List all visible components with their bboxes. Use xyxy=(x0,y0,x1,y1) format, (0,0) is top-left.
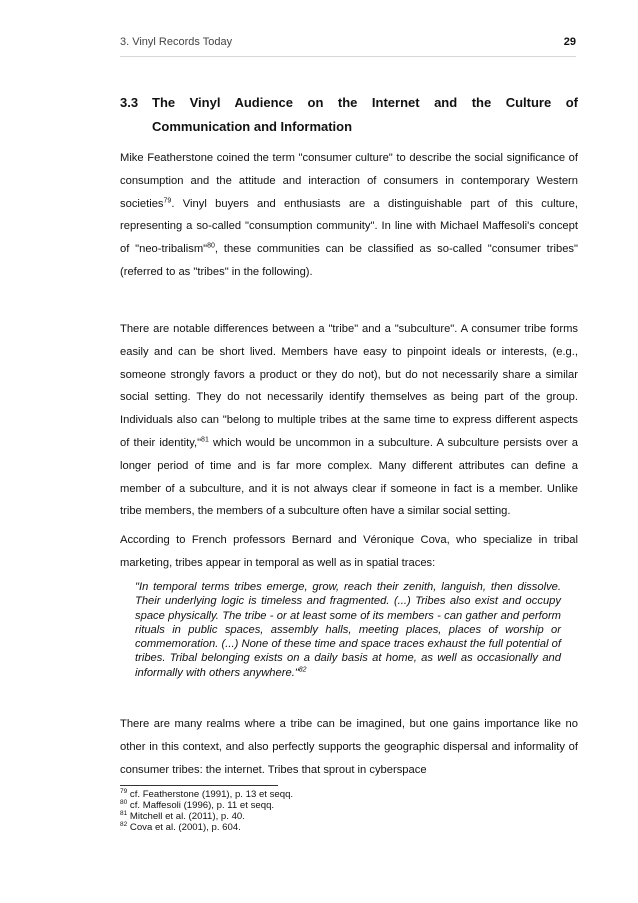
block-quote xyxy=(135,580,561,680)
footnote-text: cf. Maffesoli (1996), p. 11 et seqq. xyxy=(129,800,275,811)
section-heading xyxy=(120,91,578,139)
footnote-number: 79 xyxy=(120,787,128,795)
footnote-79 xyxy=(120,789,578,800)
footnote-number: 82 xyxy=(120,820,128,828)
footnotes xyxy=(120,789,578,833)
footnote-number: 81 xyxy=(120,809,128,817)
footnote-81 xyxy=(120,811,578,822)
footnote-ref-80[interactable]: 80 xyxy=(207,242,215,250)
paragraph-1-text-b: . Vinyl buyers and enthusiasts are a distinguishable part of this culture, representing a so-called "consumption community". In line with Michael Maffesoli's concept of "neo-tribalism" xyxy=(120,197,578,256)
footnote-82 xyxy=(120,822,578,833)
paragraph-1-text-a: Mike Featherstone coined the term "consumer culture" to describe the social significance of consumption and the attitude and interaction of consumers in contemporary Western societies xyxy=(120,152,578,210)
paragraph-3: According to French professors Bernard and Véronique Cova, who specialize in tribal marketing, tribes appear in temporal as well as in spatial traces: xyxy=(120,534,578,569)
paragraph-4: There are many realms where a tribe can be imagined, but one gains importance like no other in this context, and also perfectly supports the geographic dispersal and informality of consumer tribes: the internet. Tribes that sprout in cyberspace xyxy=(120,718,578,776)
footnote-ref-79[interactable]: 79 xyxy=(163,196,172,204)
section-title-line1: The Vinyl Audience on the Internet and the Culture of xyxy=(152,95,578,110)
paragraph-1 xyxy=(120,147,578,284)
footnote-80 xyxy=(120,800,578,811)
paragraph-2 xyxy=(120,318,578,523)
paragraph-1-text-c: , these communities can be classified as so-called "consumer tribes" (referred to as "tribes" in the following). xyxy=(120,243,578,278)
block-quote-text: "In temporal terms tribes emerge, grow, reach their zenith, languish, then dissolve. Their underlying logic is timeless and fragmented. (...) Tribes also exist and occupy space physically. The tribe - or at least some of its members - can gather and perform rituals in public spaces, assembly halls, meeting places, places of worship or commemoration. (...) None of these time and space traces exhaust the full potential of tribes. Tribal belonging exists on a daily basis at home, as well as occasionally and informally with others anywhere." xyxy=(135,581,561,679)
footnote-ref-81[interactable]: 81 xyxy=(201,436,209,444)
footnote-number: 80 xyxy=(120,798,128,806)
section-title-line2: Communication and Information xyxy=(152,119,353,134)
chapter-title: 3. Vinyl Records Today xyxy=(120,36,233,48)
footnote-ref-82[interactable]: 82 xyxy=(298,666,307,674)
section-number: 3.3 xyxy=(120,95,139,110)
footnote-text: Mitchell et al. (2011), p. 40. xyxy=(129,811,245,822)
paragraph-2-text-a: There are notable differences between a "tribe" and a "subculture". A consumer tribe forms easily and can be short lived. Members have easy to pinpoint ideals or interests, (e.g., someone strongly favors a product or they do not), but do not necessarily share a similar social setting. They do not necessarily identify themselves as being part of the group. Individuals also can "belong to multiple tribes at the same time to express different aspects of their identity," xyxy=(120,323,578,449)
running-header xyxy=(120,36,576,57)
paragraph-2-text-b: which would be uncommon in a subculture. A subculture persists over a longer period of time and is far more complex. Many different attributes can define a member of a subculture, and it is not always clear if someone in fact is a member. Unlike tribe members, the members of a subculture often have a similar social setting. xyxy=(120,436,578,518)
page-number: 29 xyxy=(563,36,576,48)
footnote-divider xyxy=(120,785,278,786)
footnote-text: Cova et al. (2001), p. 604. xyxy=(129,822,241,833)
footnote-text: cf. Featherstone (1991), p. 13 et seqq. xyxy=(129,789,294,800)
